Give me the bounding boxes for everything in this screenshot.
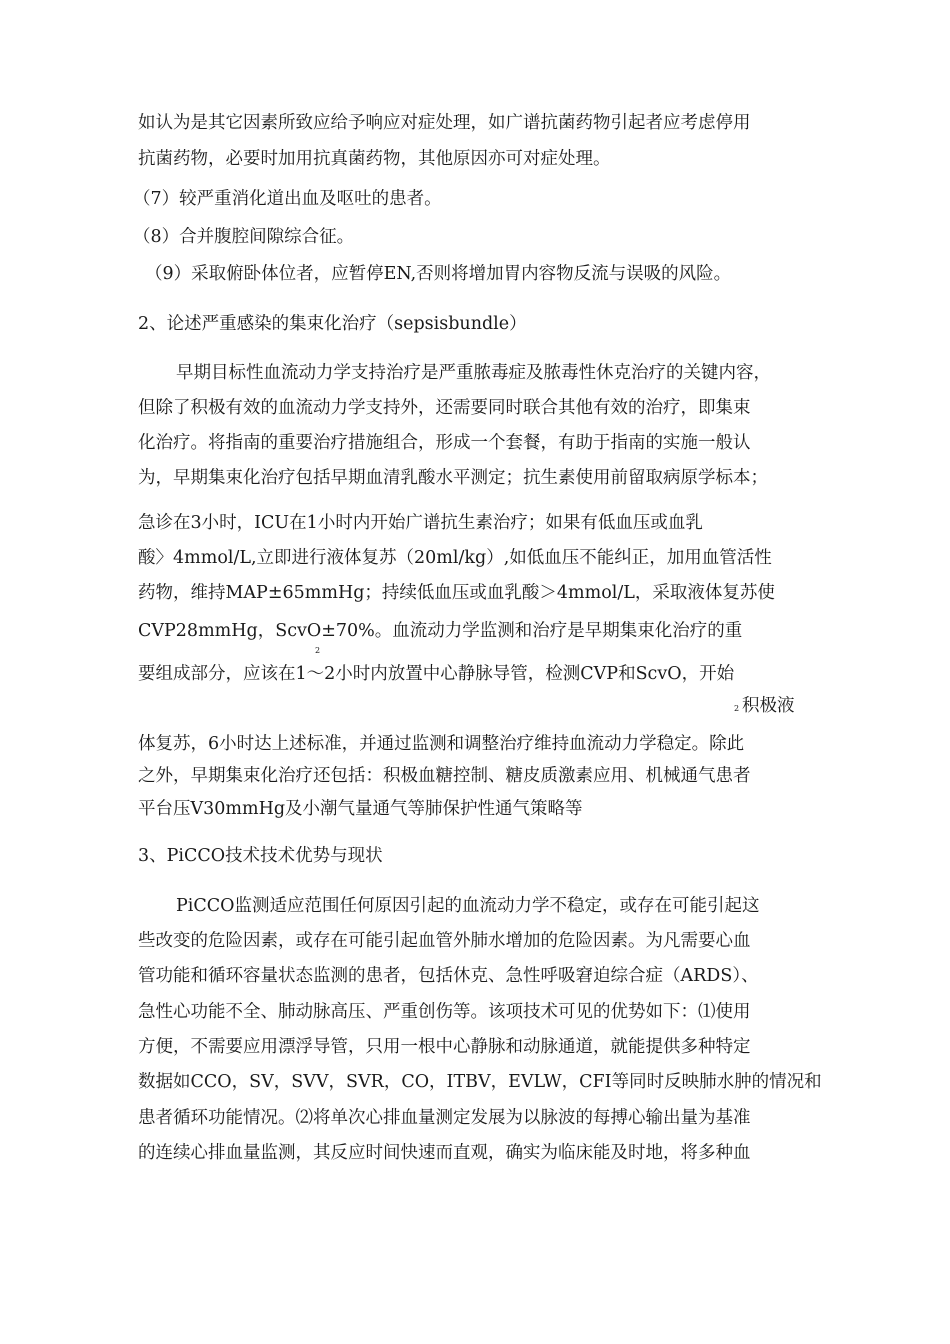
paragraph-line: PiCCO监测适应范围任何原因引起的血流动力学不稳定，或存在可能引起这	[176, 896, 760, 916]
list-item-7: （7）较严重消化道出血及呕吐的患者。	[133, 189, 442, 209]
list-item-8: （8）合并腹腔间隙综合征。	[133, 227, 355, 247]
paragraph-line: 急性心功能不全、肺动脉高压、严重创伤等。该项技术可见的优势如下：⑴使用	[138, 1002, 751, 1022]
paragraph-line: 患者循环功能情况。⑵将单次心排血量测定发展为以脉波的每搏心输出量为基准	[138, 1108, 751, 1128]
paragraph-line: 药物，维持MAP±65mmHg；持续低血压或血乳酸＞4mmol/L，采取液体复苏使	[138, 583, 775, 603]
section-heading-3: 3、PiCCO技术技术优势与现状	[138, 846, 383, 866]
paragraph-line: 但除了积极有效的血流动力学支持外，还需要同时联合其他有效的治疗，即集束	[138, 398, 751, 418]
paragraph-line: 为，早期集束化治疗包括早期血清乳酸水平测定；抗生素使用前留取病原学标本；	[138, 468, 768, 488]
paragraph-line-fragment: 积极液	[742, 696, 795, 716]
paragraph-line: 之外，早期集束化治疗还包括：积极血糖控制、糖皮质激素应用、机械通气患者	[138, 766, 751, 786]
paragraph-line: 早期目标性血流动力学支持治疗是严重脓毒症及脓毒性休克治疗的关键内容，	[176, 363, 771, 383]
paragraph-line: 酸〉4mmol/L,立即进行液体复苏（20ml/kg）,如低血压不能纠正，加用血管活性	[138, 548, 772, 568]
paragraph-line: CVP28mmHg，ScvO±70%。血流动力学监测和治疗是早期集束化治疗的重	[138, 621, 743, 641]
paragraph-line: 急诊在3小时，ICU在1小时内开始广谱抗生素治疗；如果有低血压或血乳	[138, 513, 703, 533]
paragraph-line: 要组成部分，应该在1〜2小时内放置中心静脉导管，检测CVP和ScvO，开始	[138, 664, 735, 684]
subscript-2: 2	[734, 704, 740, 713]
paragraph-line: 管功能和循环容量状态监测的患者，包括休克、急性呼吸窘迫综合症（ARDS）、	[138, 966, 759, 986]
paragraph-line: 数据如CCO，SV，SVV，SVR，CO，ITBV，EVLW，CFI等同时反映肺水肿的情况和	[138, 1072, 822, 1092]
paragraph-line: 的连续心排血量监测，其反应时间快速而直观，确实为临床能及时地，将多种血	[138, 1143, 751, 1163]
paragraph-line: 体复苏，6小时达上述标准，并通过监测和调整治疗维持血流动力学稳定。除此	[138, 734, 745, 754]
paragraph-line: 平台压V30mmHg及小潮气量通气等肺保护性通气策略等	[138, 799, 583, 819]
paragraph-line: 些改变的危险因素，或存在可能引起血管外肺水增加的危险因素。为凡需要心血	[138, 931, 751, 951]
section-heading-2: 2、论述严重感染的集束化治疗（sepsisbundle）	[138, 314, 527, 334]
paragraph-line: 如认为是其它因素所致应给予响应对症处理，如广谱抗菌药物引起者应考虑停用	[138, 113, 751, 133]
paragraph-line: 化治疗。将指南的重要治疗措施组合，形成一个套餐，有助于指南的实施一般认	[138, 433, 751, 453]
paragraph-line: 方便，不需要应用漂浮导管，只用一根中心静脉和动脉通道，就能提供多种特定	[138, 1037, 751, 1057]
subscript-2: 2	[315, 646, 321, 655]
paragraph-line: 抗菌药物，必要时加用抗真菌药物，其他原因亦可对症处理。	[138, 149, 611, 169]
list-item-9: （9）采取俯卧体位者，应暂停EN,否则将增加胃内容物反流与误吸的风险。	[145, 264, 732, 284]
